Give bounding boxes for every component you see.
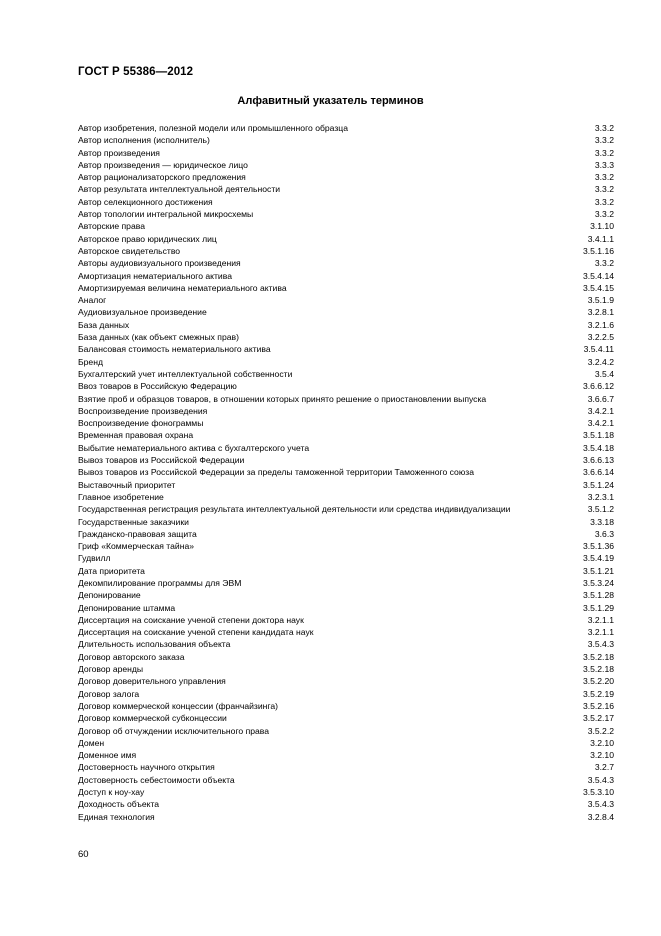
index-term: Балансовая стоимость нематериального актива — [78, 344, 271, 355]
index-reference: 3.5.2.18 — [582, 664, 614, 675]
index-term: Депонирование — [78, 590, 141, 601]
index-entry — [78, 466, 614, 478]
index-reference: 3.3.2 — [594, 184, 614, 195]
index-reference: 3.5.1.28 — [582, 590, 614, 601]
index-reference: 3.5.4.3 — [587, 799, 614, 810]
index-reference: 3.5.2.17 — [582, 713, 614, 724]
index-reference: 3.5.1.36 — [582, 541, 614, 552]
index-entry — [78, 651, 614, 663]
index-entry — [78, 356, 614, 368]
index-entry — [78, 516, 614, 528]
index-reference: 3.2.1.1 — [587, 627, 614, 638]
index-entry — [78, 798, 614, 810]
index-term: Автор рационализаторского предложения — [78, 172, 246, 183]
index-term: Бренд — [78, 356, 103, 367]
index-entry — [78, 171, 614, 183]
index-reference: 3.3.2 — [594, 123, 614, 133]
index-entry — [78, 552, 614, 564]
index-term: Авторы аудиовизуального произведения — [78, 258, 241, 269]
index-term: Главное изобретение — [78, 491, 164, 502]
index-reference: 3.5.1.2 — [587, 504, 614, 515]
index-reference: 3.5.2.20 — [582, 676, 614, 687]
index-entry — [78, 429, 614, 441]
index-reference: 3.5.2.2 — [587, 725, 614, 736]
index-reference: 3.2.8.4 — [587, 811, 614, 822]
index-entry — [78, 602, 614, 614]
index-entry — [78, 393, 614, 405]
standard-header: ГОСТ Р 55386—2012 — [78, 66, 194, 78]
index-term: Договор коммерческой субконцессии — [78, 713, 227, 724]
index-entry — [78, 183, 614, 195]
index-term: Автор топологии интегральной микросхемы — [78, 209, 254, 220]
index-reference: 3.6.3 — [594, 528, 614, 539]
index-reference: 3.5.1.18 — [582, 430, 614, 441]
index-entry — [78, 319, 614, 331]
index-entry — [78, 811, 614, 823]
index-reference: 3.5.4.15 — [582, 282, 614, 293]
index-term: Выставочный приоритет — [78, 479, 176, 490]
index-term: Вывоз товаров из Российской Федерации за пределы таможенной территории Таможенного союза — [78, 467, 474, 478]
index-reference: 3.3.3 — [594, 159, 614, 170]
index-reference: 3.2.7 — [594, 762, 614, 773]
index-reference: 3.3.2 — [594, 147, 614, 158]
index-reference: 3.5.1.16 — [582, 245, 614, 256]
index-entry — [78, 725, 614, 737]
index-term: Автор селекционного достижения — [78, 196, 213, 207]
index-reference: 3.5.1.21 — [582, 565, 614, 576]
index-reference: 3.5.4.3 — [587, 639, 614, 650]
index-term: Длительность использования объекта — [78, 639, 231, 650]
index-entry — [78, 614, 614, 626]
index-term: Доменное имя — [78, 750, 137, 761]
index-reference: 3.5.1.24 — [582, 479, 614, 490]
index-title: Алфавитный указатель терминов — [237, 95, 424, 107]
index-reference: 3.2.10 — [590, 750, 614, 761]
index-reference: 3.3.2 — [594, 172, 614, 183]
index-reference: 3.3.2 — [594, 196, 614, 207]
index-reference: 3.2.1.6 — [587, 319, 614, 330]
index-term: Договор авторского заказа — [78, 651, 185, 662]
index-entry — [78, 405, 614, 417]
index-entry — [78, 380, 614, 392]
index-reference: 3.5.3.10 — [582, 787, 614, 798]
term-index — [78, 122, 614, 823]
index-term: База данных (как объект смежных прав) — [78, 332, 239, 343]
index-reference: 3.5.4.3 — [587, 774, 614, 785]
index-entry — [78, 761, 614, 773]
index-entry — [78, 233, 614, 245]
index-reference: 3.3.18 — [590, 516, 614, 527]
index-term: Авторские права — [78, 221, 145, 232]
index-entry — [78, 208, 614, 220]
index-entry — [78, 749, 614, 761]
index-reference: 3.3.2 — [594, 258, 614, 269]
index-term: Автор произведения — юридическое лицо — [78, 159, 248, 170]
index-term: Воспроизведение фонограммы — [78, 418, 204, 429]
index-reference: 3.5.2.16 — [582, 700, 614, 711]
index-term: Достоверность себестоимости объекта — [78, 774, 235, 785]
index-entry — [78, 774, 614, 786]
index-reference: 3.5.3.24 — [582, 577, 614, 588]
index-term: Гриф «Коммерческая тайна» — [78, 541, 195, 552]
index-term: Автор произведения — [78, 147, 160, 158]
index-reference: 3.4.1.1 — [587, 233, 614, 244]
index-reference: 3.5.4.18 — [582, 442, 614, 453]
index-term: Гудвилл — [78, 553, 111, 564]
index-entry — [78, 245, 614, 257]
index-reference: 3.2.2.5 — [587, 332, 614, 343]
index-entry — [78, 220, 614, 232]
index-term: Авторское право юридических лиц — [78, 233, 217, 244]
index-entry — [78, 368, 614, 380]
index-reference: 3.2.8.1 — [587, 307, 614, 318]
index-entry — [78, 577, 614, 589]
index-term: Ввоз товаров в Российскую Федерацию — [78, 381, 237, 392]
index-reference: 3.5.4.11 — [583, 344, 614, 355]
index-reference: 3.5.4.14 — [582, 270, 614, 281]
index-reference: 3.6.6.7 — [587, 393, 614, 404]
index-entry — [78, 442, 614, 454]
index-term: Достоверность научного открытия — [78, 762, 215, 773]
index-reference: 3.5.4 — [594, 368, 614, 379]
index-entry — [78, 786, 614, 798]
index-entry — [78, 331, 614, 343]
index-entry — [78, 663, 614, 675]
index-reference: 3.2.4.2 — [587, 356, 614, 367]
index-term: Договор доверительного управления — [78, 676, 226, 687]
index-reference: 3.6.6.12 — [582, 381, 614, 392]
index-entry — [78, 700, 614, 712]
index-term: Временная правовая охрана — [78, 430, 194, 441]
index-reference: 3.5.1.9 — [587, 295, 614, 306]
index-term: Доходность объекта — [78, 799, 160, 810]
index-term: Договор аренды — [78, 664, 144, 675]
index-reference: 3.5.2.18 — [582, 651, 614, 662]
index-reference: 3.3.2 — [594, 135, 614, 146]
index-entry — [78, 675, 614, 687]
index-entry — [78, 454, 614, 466]
index-term: Дата приоритета — [78, 565, 145, 576]
index-reference: 3.4.2.1 — [587, 405, 614, 416]
index-term: Воспроизведение произведения — [78, 405, 208, 416]
index-term: Государственные заказчики — [78, 516, 189, 527]
index-entry — [78, 503, 614, 515]
index-term: Амортизируемая величина нематериального актива — [78, 282, 287, 293]
index-entry — [78, 589, 614, 601]
index-term: Доступ к ноу-хау — [78, 787, 145, 798]
index-entry — [78, 122, 614, 134]
index-reference: 3.1.10 — [590, 221, 614, 232]
index-term: Домен — [78, 737, 105, 748]
index-entry — [78, 737, 614, 749]
index-entry — [78, 417, 614, 429]
index-term: Аналог — [78, 295, 107, 306]
index-term: Аудиовизуальное произведение — [78, 307, 207, 318]
index-term: Договор коммерческой концессии (франчайзинга) — [78, 700, 278, 711]
index-term: Бухгалтерский учет интеллектуальной собственности — [78, 368, 293, 379]
index-reference: 3.2.1.1 — [587, 614, 614, 625]
index-term: Договор об отчуждении исключительного права — [78, 725, 270, 736]
index-term: Декомпилирование программы для ЭВМ — [78, 577, 242, 588]
index-entry — [78, 626, 614, 638]
index-term: Договор залога — [78, 688, 140, 699]
index-reference: 3.2.3.1 — [587, 491, 614, 502]
index-entry — [78, 528, 614, 540]
index-entry — [78, 479, 614, 491]
index-entry — [78, 540, 614, 552]
index-reference: 3.5.4.19 — [582, 553, 614, 564]
index-reference: 3.2.10 — [590, 737, 614, 748]
index-term: Депонирование штамма — [78, 602, 176, 613]
index-term: Автор результата интеллектуальной деятельности — [78, 184, 281, 195]
index-entry — [78, 196, 614, 208]
page-number: 60 — [78, 849, 89, 860]
index-term: Вывоз товаров из Российской Федерации — [78, 455, 245, 466]
index-reference: 3.5.2.19 — [582, 688, 614, 699]
index-entry — [78, 712, 614, 724]
index-entry — [78, 147, 614, 159]
index-term: Диссертация на соискание ученой степени доктора наук — [78, 614, 304, 625]
index-term: Диссертация на соискание ученой степени кандидата наук — [78, 627, 314, 638]
index-term: Государственная регистрация результата интеллектуальной деятельности или средства индивидуализации — [78, 504, 511, 515]
index-entry — [78, 257, 614, 269]
index-term: Автор исполнения (исполнитель) — [78, 135, 210, 146]
index-reference: 3.4.2.1 — [587, 418, 614, 429]
index-entry — [78, 159, 614, 171]
index-entry — [78, 294, 614, 306]
index-term: Взятие проб и образцов товаров, в отношении которых принято решение о приостановлении выпуска — [78, 393, 487, 404]
index-term: Гражданско-правовая защита — [78, 528, 197, 539]
index-reference: 3.6.6.14 — [582, 467, 614, 478]
index-entry — [78, 565, 614, 577]
index-term: Единая технология — [78, 811, 155, 822]
index-term: Выбытие нематериального актива с бухгалтерского учета — [78, 442, 310, 453]
index-entry — [78, 306, 614, 318]
index-entry — [78, 134, 614, 146]
index-reference: 3.5.1.29 — [582, 602, 614, 613]
index-reference: 3.6.6.13 — [582, 455, 614, 466]
index-term: Автор изобретения, полезной модели или промышленного образца — [78, 123, 348, 133]
index-term: База данных — [78, 319, 130, 330]
index-reference: 3.3.2 — [594, 209, 614, 220]
index-entry — [78, 282, 614, 294]
index-entry — [78, 638, 614, 650]
index-term: Авторское свидетельство — [78, 245, 181, 256]
index-entry — [78, 688, 614, 700]
index-entry — [78, 491, 614, 503]
index-entry — [78, 343, 614, 355]
index-entry — [78, 270, 614, 282]
index-term: Амортизация нематериального актива — [78, 270, 232, 281]
